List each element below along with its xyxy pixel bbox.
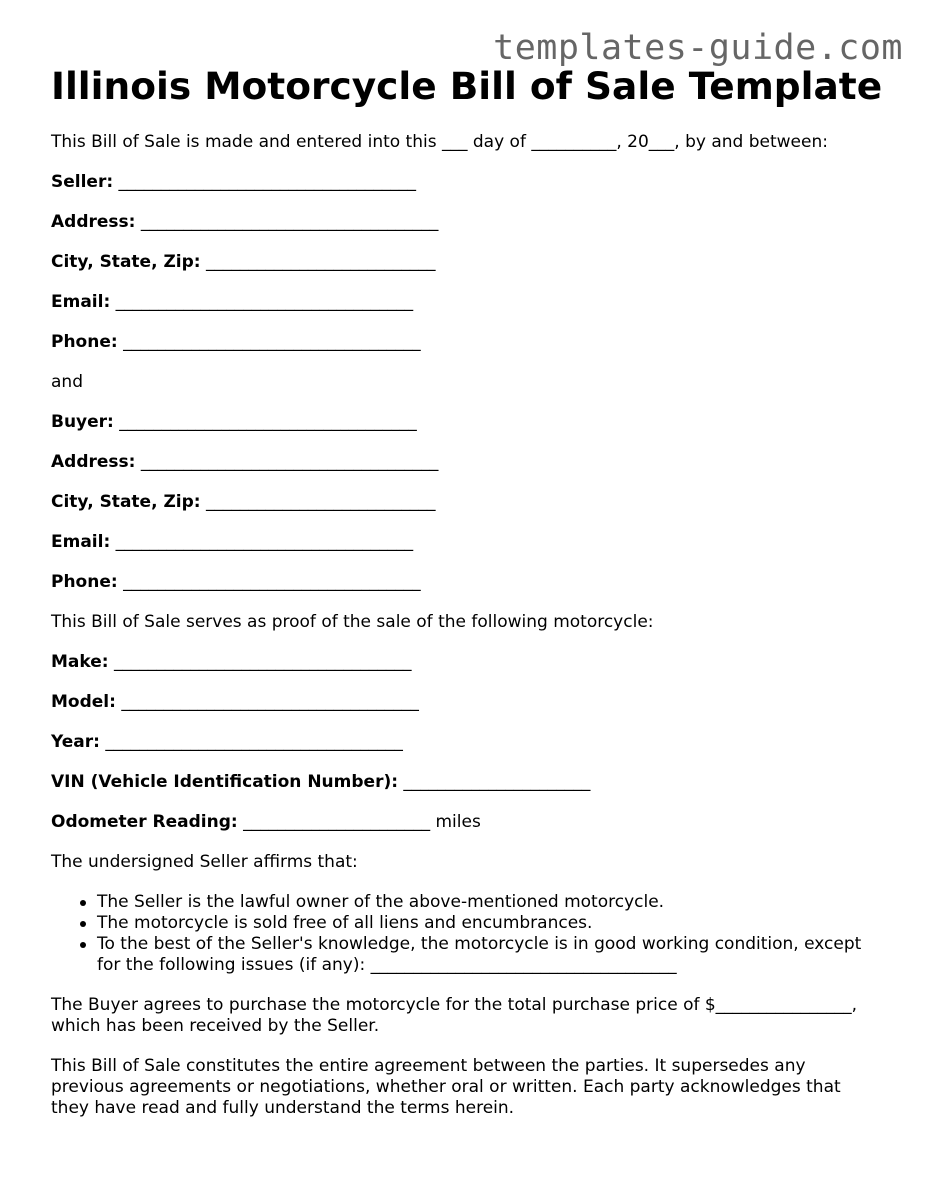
odometer-field[interactable] (51, 812, 881, 833)
seller-address-blank[interactable]: ___________________________________ (140, 212, 439, 232)
buyer-email-blank[interactable]: ___________________________________ (115, 532, 414, 552)
make-field[interactable] (51, 652, 881, 673)
model-blank[interactable]: ___________________________________ (121, 692, 419, 712)
buyer-name-blank[interactable]: ___________________________________ (119, 412, 417, 432)
buyer-city-field[interactable] (51, 492, 881, 513)
vin-blank[interactable]: ______________________ (403, 772, 591, 792)
list-item: The motorcycle is sold free of all liens and encumbrances. (97, 913, 881, 934)
seller-email-field[interactable] (51, 292, 881, 313)
seller-name-field[interactable] (51, 172, 881, 193)
buyer-phone-blank[interactable]: ___________________________________ (123, 572, 421, 592)
page-title: Illinois Motorcycle Bill of Sale Template (51, 64, 883, 108)
proof-text: This Bill of Sale serves as proof of the sale of the following motorcycle: (51, 612, 654, 632)
affirm-text: The undersigned Seller affirms that: (51, 852, 358, 872)
seller-city-label: City, State, Zip: (51, 252, 201, 272)
buyer-city-label: City, State, Zip: (51, 492, 201, 512)
watermark: templates-guide.com (493, 28, 903, 68)
list-item[interactable]: To the best of the Seller's knowledge, the motorcycle is in good working condition, except for the following issues (if any): ____________________________________ (97, 934, 881, 976)
seller-name-label: Seller: (51, 172, 114, 192)
buyer-phone-label: Phone: (51, 572, 118, 592)
model-label: Model: (51, 692, 116, 712)
list-item: The Seller is the lawful owner of the above-mentioned motorcycle. (97, 892, 881, 913)
buyer-address-field[interactable] (51, 452, 881, 473)
odometer-unit: miles (435, 812, 481, 832)
seller-email-blank[interactable]: ___________________________________ (115, 292, 414, 312)
seller-address-field[interactable] (51, 212, 881, 233)
odometer-blank[interactable]: ______________________ (243, 812, 431, 832)
buyer-phone-field[interactable] (51, 572, 881, 593)
make-label: Make: (51, 652, 109, 672)
buyer-city-blank[interactable]: ___________________________ (205, 492, 436, 512)
make-blank[interactable]: ___________________________________ (113, 652, 412, 672)
year-label: Year: (51, 732, 100, 752)
vin-label: VIN (Vehicle Identification Number): (51, 772, 399, 792)
buyer-address-blank[interactable]: ___________________________________ (140, 452, 439, 472)
seller-phone-blank[interactable]: ___________________________________ (123, 332, 421, 352)
seller-email-label: Email: (51, 292, 111, 312)
buyer-email-label: Email: (51, 532, 111, 552)
model-field[interactable] (51, 692, 881, 713)
buyer-name-field[interactable] (51, 412, 881, 433)
year-field[interactable] (51, 732, 881, 753)
vin-field[interactable] (51, 772, 881, 793)
seller-phone-label: Phone: (51, 332, 118, 352)
document-body (51, 132, 881, 1138)
buyer-email-field[interactable] (51, 532, 881, 553)
and-text: and (51, 372, 83, 392)
year-blank[interactable]: ___________________________________ (105, 732, 403, 752)
intro-text: This Bill of Sale is made and entered into this ___ day of __________, 20___, by and between: (51, 132, 828, 152)
seller-name-blank[interactable]: ___________________________________ (118, 172, 417, 192)
odometer-label: Odometer Reading: (51, 812, 238, 832)
seller-city-blank[interactable]: ___________________________ (205, 252, 436, 272)
agreement-text: This Bill of Sale constitutes the entire agreement between the parties. It supersedes any previous agreements or negotiations, whether oral or written. Each party acknowledges that they have read and fully understand the terms herein. (51, 1056, 841, 1118)
affirmations-list (51, 892, 881, 976)
buyer-name-label: Buyer: (51, 412, 114, 432)
buyer-address-label: Address: (51, 452, 136, 472)
seller-city-field[interactable] (51, 252, 881, 273)
seller-phone-field[interactable] (51, 332, 881, 353)
purchase-text[interactable]: The Buyer agrees to purchase the motorcycle for the total purchase price of $________________, which has been received by the Seller. (51, 995, 858, 1036)
seller-address-label: Address: (51, 212, 136, 232)
